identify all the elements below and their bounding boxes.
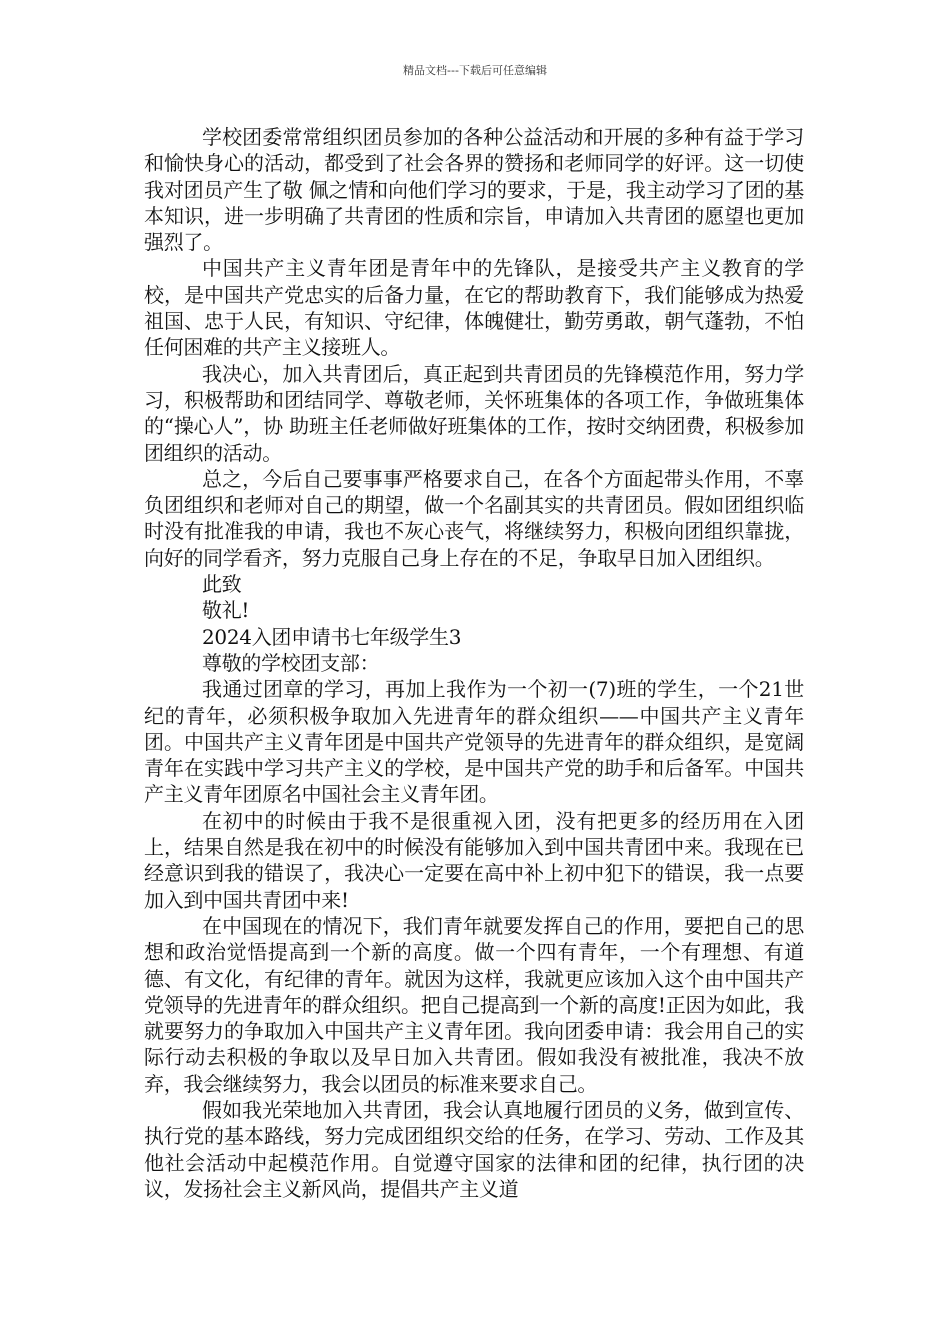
paragraph-member-duties: 假如我光荣地加入共青团，我会认真地履行团员的义务，做到宣传、执行党的基本路线，努力完成团组织交给的任务，在学习、劳动、工作及其他社会活动中起模范作用。自觉遵守国家的法律和团的纪律，执行团的决议，发扬社会主义新风尚，提倡共产主义道: [144, 1097, 804, 1201]
paragraph-activities: 学校团委常常组织团员参加的各种公益活动和开展的多种有益于学习和愉快身心的活动，都受到了社会各界的赞扬和老师同学的好评。这一切使我对团员产生了敬 佩之情和向他们学习的要求，于是，我主动学习了团的基本知识，进一步明确了共青团的性质和宗旨，申请加入共青团的愿望也更加强烈了。: [144, 125, 804, 255]
closing-salutation: 此致: [202, 572, 242, 597]
page-header: 精品文档---下载后可任意编辑: [403, 64, 547, 77]
paragraph-league-intro: 中国共产主义青年团是青年中的先锋队，是接受共产主义教育的学校，是中国共产党忠实的后备力量，在它的帮助教育下，我们能够成为热爱祖国、忠于人民，有知识、守纪律，体魄健壮，勤劳勇敢，朝气蓬勃，不怕任何困难的共产主义接班人。: [144, 256, 804, 360]
closing-regards: 敬礼!: [202, 598, 250, 623]
document-body: [144, 124, 804, 1202]
paragraph-youth-role: 在中国现在的情况下，我们青年就要发挥自己的作用，要把自己的思想和政治觉悟提高到一个新的高度。做一个四有青年，一个有理想、有道德、有文化，有纪律的青年。就因为这样，我就更应该加入这个由中国共产党领导的先进青年的群众组织。把自己提高到一个新的高度!正因为如此，我就要努力的争取加入中国共产主义青年团。我向团委申请：我会用自己的实际行动去积极的争取以及早日加入共青团。假如我没有被批准，我决不放弃，我会继续努力，我会以团员的标准来要求自己。: [144, 913, 804, 1096]
paragraph-conclusion: 总之，今后自己要事事严格要求自己，在各个方面起带头作用，不辜负团组织和老师对自己的期望，做一个名副其实的共青团员。假如团组织临时没有批准我的申请，我也不灰心丧气，将继续努力，积极向团组织靠拢，向好的同学看齐，努力克服自己身上存在的不足，争取早日加入团组织。: [144, 466, 804, 570]
paragraph-determination: 我决心，加入共青团后，真正起到共青团员的先锋模范作用，努力学习，积极帮助和团结同学、尊敬老师，关怀班集体的各项工作，争做班集体的“操心人”，协 助班主任老师做好班集体的工作，按时交纳团费，积极参加团组织的活动。: [144, 361, 804, 465]
paragraph-charter-study: 我通过团章的学习，再加上我作为一个初一(7)班的学生，一个21世纪的青年，必须积极争取加入先进青年的群众组织——中国共产主义青年团。中国共产主义青年团是中国共产党领导的先进青年的群众组织，是宽阔青年在实践中学习共产主义的学校，是中国共产党的助手和后备军。中国共产主义青年团原名中国社会主义青年团。: [144, 677, 804, 807]
letter-greeting: 尊敬的学校团支部：: [202, 650, 380, 675]
paragraph-junior-high: 在初中的时候由于我不是很重视入团，没有把更多的经历用在入团上，结果自然是我在初中的时候没有能够加入到中国共青团中来。我现在已经意识到我的错误了，我决心一定要在高中补上初中犯下的错误，我一点要加入到中国共青团中来!: [144, 808, 804, 912]
section-title: 2024入团申请书七年级学生3: [202, 624, 462, 649]
